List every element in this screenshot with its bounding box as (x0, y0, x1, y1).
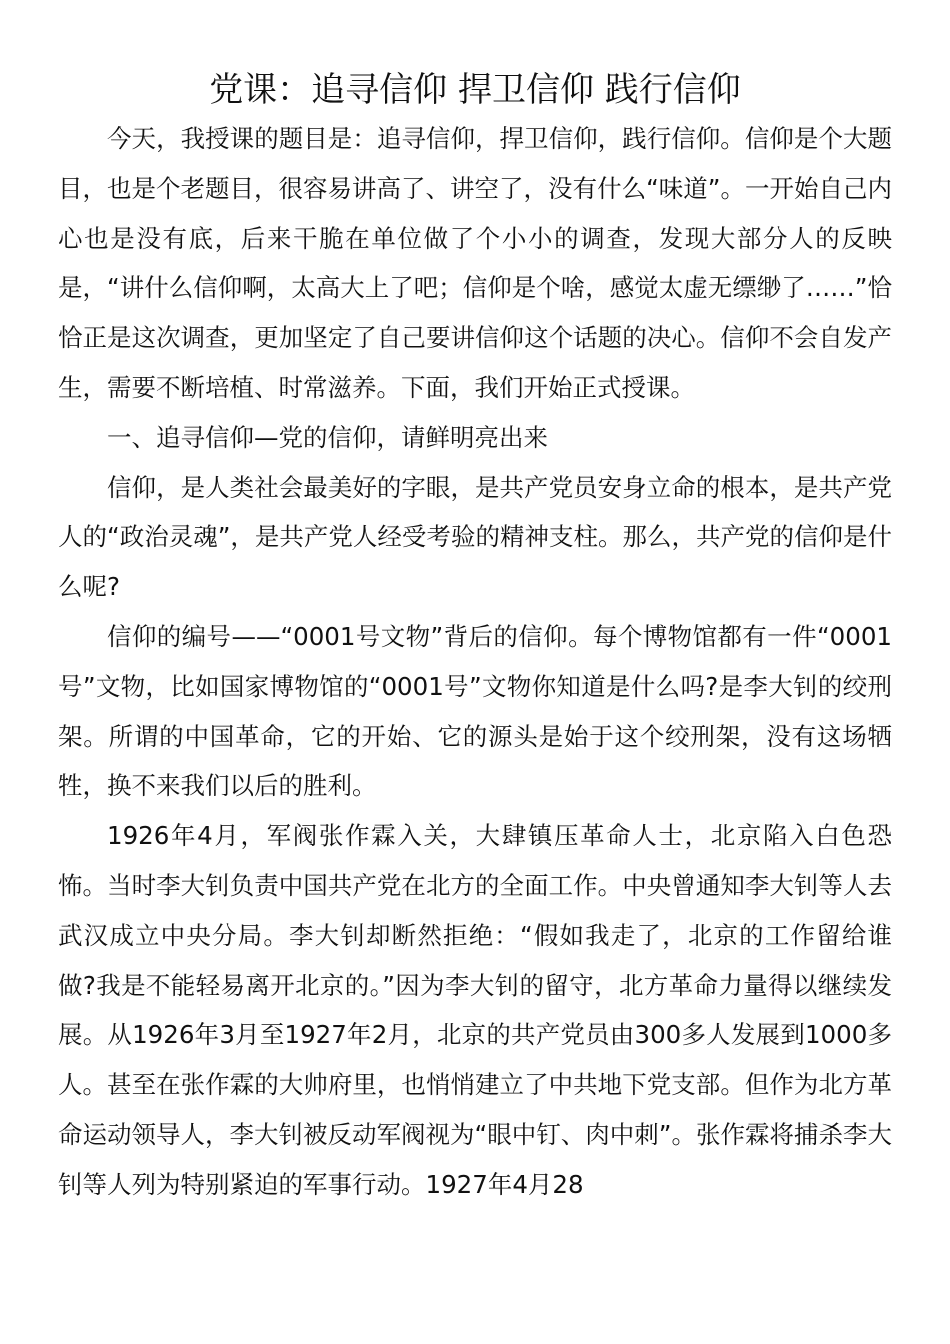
section-paragraph-1: 信仰，是人类社会最美好的字眼，是共产党员安身立命的根本，是共产党人的“政治灵魂”，是共产党人经受考验的精神支柱。那么，共产党的信仰是什么呢? (58, 472, 892, 602)
section-heading: 一、追寻信仰—党的信仰，请鲜明亮出来 (107, 422, 548, 452)
section-paragraph-3: 1926年4月，军阀张作霖入关，大肆镇压革命人士，北京陷入白色恐怖。当时李大钊负责中国共产党在北方的全面工作。中央曾通知李大钊等人去武汉成立中央分局。李大钊却断然拒绝：“假如我走了，北京的工作留给谁做?我是不能轻易离开北京的。”因为李大钊的留守，北方革命力量得以继续发展。从1926年3月至1927年2月，北京的共产党员由300多人发展到1000多人。甚至在张作霖的大帅府里，也悄悄建立了中共地下党支部。但作为北方革命运动领导人，李大钊被反动军阀视为“眼中钉、肉中刺”。张作霖将捕杀李大钊等人列为特别紧迫的军事行动。1927年4月28 (58, 821, 892, 1199)
section-paragraph-2: 信仰的编号——“0001号文物”背后的信仰。每个博物馆都有一件“0001号”文物，比如国家博物馆的“0001号”文物你知道是什么吗?是李大钊的绞刑架。所谓的中国革命，它的开始、它的源头是始于这个绞刑架，没有这场牺牲，换不来我们以后的胜利。 (58, 621, 892, 801)
document-title: 党课：追寻信仰 捍卫信仰 践行信仰 (209, 70, 741, 110)
document-body (58, 114, 892, 1210)
intro-paragraph: 今天，我授课的题目是：追寻信仰，捍卫信仰，践行信仰。信仰是个大题目，也是个老题目，很容易讲高了、讲空了，没有什么“味道”。一开始自己内心也是没有底，后来干脆在单位做了个小小的调查，发现大部分人的反映是，“讲什么信仰啊，太高大上了吧；信仰是个啥，感觉太虚无缥缈了……”恰恰正是这次调查，更加坚定了自己要讲信仰这个话题的决心。信仰不会自发产生，需要不断培植、时常滋养。下面，我们开始正式授课。 (58, 124, 892, 402)
